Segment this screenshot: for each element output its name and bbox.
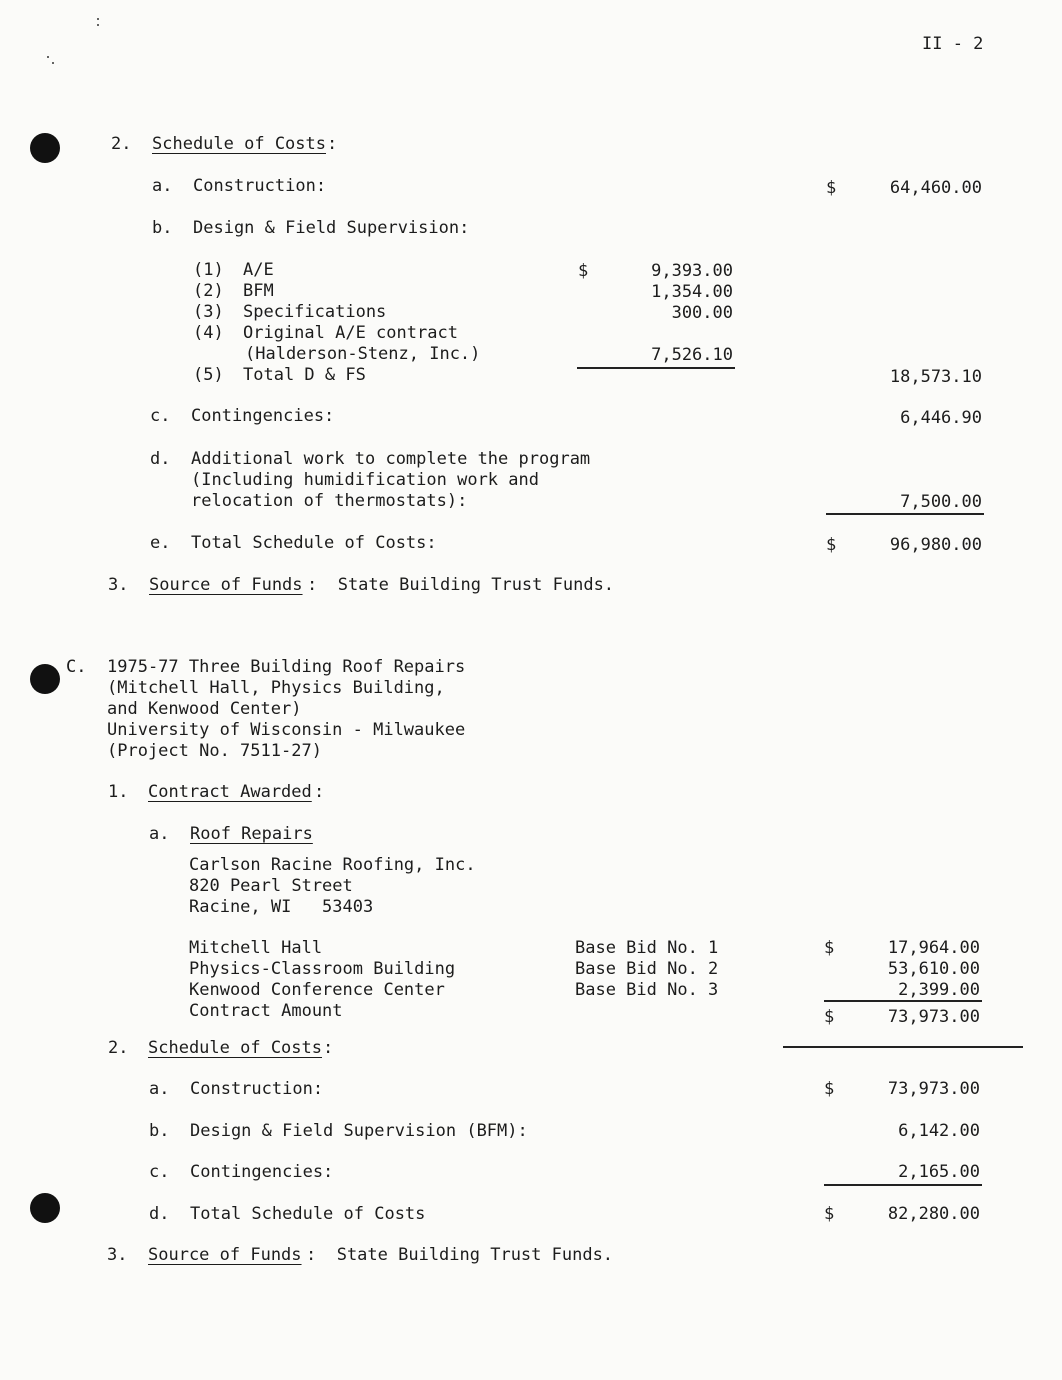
line-label: Total Schedule of Costs: [190, 1204, 426, 1224]
amount: 6,142.00: [898, 1121, 980, 1141]
heading-colon: :: [314, 782, 325, 802]
amount: 53,610.00: [887, 959, 980, 979]
section-letter: C.: [66, 657, 87, 677]
binder-hole: [30, 133, 60, 163]
heading-colon: :: [323, 1038, 334, 1058]
line-letter: a.: [149, 824, 170, 844]
dollar-sign: $: [824, 1204, 835, 1224]
amount: 64,460.00: [889, 178, 982, 198]
sub-number: (1): [193, 260, 224, 280]
line-letter: e.: [150, 533, 171, 553]
sub-amount: 7,526.10: [651, 345, 733, 365]
sub-label: A/E: [243, 260, 274, 280]
line-label: Additional work to complete the program: [191, 449, 591, 469]
sub-number: (2): [193, 281, 224, 301]
bid-building: Physics-Classroom Building: [189, 959, 456, 979]
sub-label-continued: (Halderson-Stenz, Inc.): [245, 344, 481, 364]
amount: 17,964.00: [887, 938, 980, 958]
project-title: University of Wisconsin - Milwaukee: [107, 720, 466, 740]
dollar-sign: $: [824, 938, 835, 958]
line-label: Total Schedule of Costs:: [191, 533, 437, 553]
heading-colon: :: [327, 134, 338, 154]
line-label: (Including humidification work and: [191, 470, 539, 490]
line-letter: b.: [152, 218, 173, 238]
total-rule: [826, 513, 984, 515]
source-of-funds-text: : State Building Trust Funds.: [306, 1245, 614, 1265]
section-heading: Contract Awarded: [148, 782, 312, 802]
sub-amount: 300.00: [671, 303, 733, 323]
sub-label: Original A/E contract: [243, 323, 458, 343]
item-number: 1.: [108, 782, 129, 802]
contract-amount: 73,973.00: [887, 1007, 980, 1027]
bid-number: Base Bid No. 3: [575, 980, 719, 1000]
subtotal-rule: [824, 1000, 982, 1002]
contractor-line: Racine, WI 53403: [189, 897, 374, 917]
double-rule: [783, 1046, 1023, 1048]
bid-building: Mitchell Hall: [189, 938, 323, 958]
line-letter: a.: [149, 1079, 170, 1099]
page-number: II - 2: [922, 34, 984, 54]
amount: 2,399.00: [898, 980, 980, 1000]
scan-speck: [97, 18, 99, 20]
sub-number: (5): [193, 365, 224, 385]
line-label: Contingencies:: [190, 1162, 334, 1182]
project-title: 1975-77 Three Building Roof Repairs: [107, 657, 466, 677]
sub-amount: 9,393.00: [651, 261, 733, 281]
dollar-sign: $: [578, 261, 589, 281]
dollar-sign: $: [826, 178, 837, 198]
source-of-funds-text: : State Building Trust Funds.: [307, 575, 615, 595]
section-heading: Source of Funds: [148, 1245, 302, 1265]
sub-label: Specifications: [243, 302, 387, 322]
line-label: Design & Field Supervision:: [193, 218, 470, 238]
line-letter: c.: [149, 1162, 170, 1182]
project-title: (Mitchell Hall, Physics Building,: [107, 678, 445, 698]
sub-number: (3): [193, 302, 224, 322]
binder-hole: [30, 1193, 60, 1223]
bid-number: Base Bid No. 2: [575, 959, 719, 979]
amount: 7,500.00: [900, 492, 982, 512]
amount: 73,973.00: [887, 1079, 980, 1099]
sub-label: BFM: [243, 281, 274, 301]
total-rule: [824, 1184, 982, 1186]
subtotal-rule: [577, 367, 735, 369]
line-label: relocation of thermostats):: [191, 491, 468, 511]
line-label: Contingencies:: [191, 406, 335, 426]
sub-amount: 1,354.00: [651, 282, 733, 302]
line-label: Construction:: [190, 1079, 324, 1099]
item-number: 3.: [107, 1245, 128, 1265]
dollar-sign: $: [824, 1007, 835, 1027]
line-label: Construction:: [193, 176, 327, 196]
project-title: and Kenwood Center): [107, 699, 302, 719]
section-heading: Schedule of Costs: [152, 134, 326, 154]
amount: 6,446.90: [900, 408, 982, 428]
amount: 18,573.10: [889, 367, 982, 387]
item-number: 3.: [108, 575, 129, 595]
project-title: (Project No. 7511-27): [107, 741, 322, 761]
sub-number: (4): [193, 323, 224, 343]
total-amount: 96,980.00: [889, 535, 982, 555]
dollar-sign: $: [826, 535, 837, 555]
line-label: Design & Field Supervision (BFM):: [190, 1121, 528, 1141]
scan-speck: [47, 56, 49, 58]
bid-building: Kenwood Conference Center: [189, 980, 445, 1000]
contractor-line: 820 Pearl Street: [189, 876, 353, 896]
section-heading: Schedule of Costs: [148, 1038, 322, 1058]
contractor-line: Carlson Racine Roofing, Inc.: [189, 855, 476, 875]
line-letter: c.: [150, 406, 171, 426]
section-heading: Source of Funds: [149, 575, 303, 595]
scan-speck: [52, 62, 54, 64]
contract-amount-label: Contract Amount: [189, 1001, 343, 1021]
dollar-sign: $: [824, 1079, 835, 1099]
item-number: 2.: [111, 134, 132, 154]
line-letter: d.: [149, 1204, 170, 1224]
line-letter: a.: [152, 176, 173, 196]
line-letter: d.: [150, 449, 171, 469]
sub-label: Total D & FS: [243, 365, 366, 385]
scan-speck: [97, 24, 99, 26]
amount: 2,165.00: [898, 1162, 980, 1182]
total-amount: 82,280.00: [887, 1204, 980, 1224]
item-number: 2.: [108, 1038, 129, 1058]
binder-hole: [30, 664, 60, 694]
subsection-heading: Roof Repairs: [190, 824, 313, 844]
line-letter: b.: [149, 1121, 170, 1141]
bid-number: Base Bid No. 1: [575, 938, 719, 958]
